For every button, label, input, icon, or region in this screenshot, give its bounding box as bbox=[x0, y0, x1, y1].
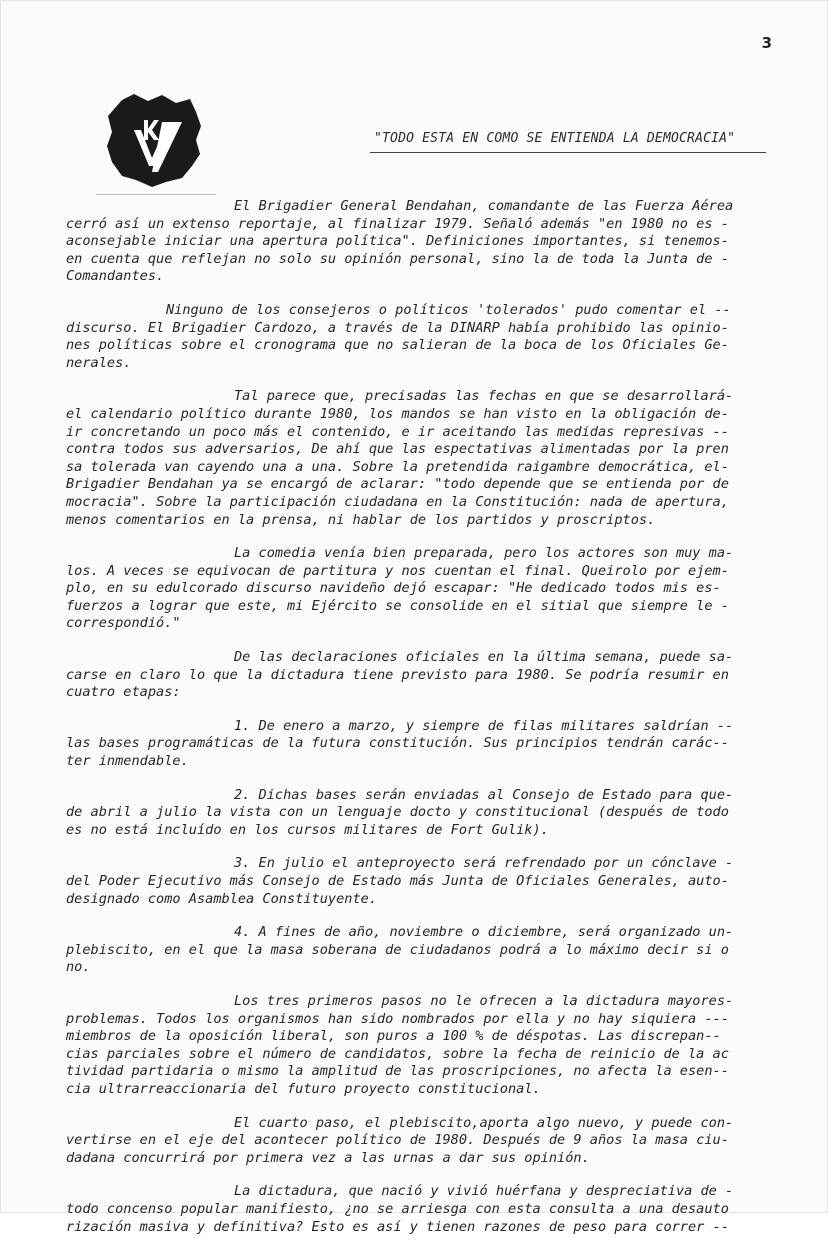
logo-divider bbox=[96, 194, 216, 195]
text-line: en cuenta que reflejan no solo su opinión personal, sino la de toda la Junta de - bbox=[66, 250, 729, 267]
text-line: correspondió." bbox=[66, 615, 181, 632]
text-line: Ninguno de los consejeros o políticos 'tolerados' pudo comentar el -- bbox=[166, 301, 731, 318]
text-line: 2. Dichas bases serán enviadas al Consejo de Estado para que- bbox=[234, 786, 734, 803]
text-line: dadana concurrirá por primera vez a las urnas a dar sus opinión. bbox=[66, 1149, 590, 1166]
text-line: tividad partidaria o mismo la amplitud de las proscripciones, no afecta la esen-- bbox=[66, 1063, 729, 1080]
text-line: el calendario político durante 1980, los mandos se han visto en la obligación de- bbox=[66, 405, 729, 422]
paragraph bbox=[66, 1183, 766, 1236]
paragraph bbox=[66, 302, 766, 372]
text-line: Comandantes. bbox=[66, 268, 165, 285]
text-line: todo concenso popular manifiesto, ¿no se arriesga con esta consulta a una desauto bbox=[66, 1200, 729, 1217]
text-line: es no está incluído en los cursos militares de Fort Gulik). bbox=[66, 821, 549, 838]
text-line: contra todos sus adversarios, De ahí que las espectativas alimentadas por la pren bbox=[66, 441, 729, 458]
text-line: ter inmendable. bbox=[66, 753, 189, 770]
article-heading: "TODO ESTA EN COMO SE ENTIENDA LA DEMOCRACIA" bbox=[374, 131, 736, 146]
text-line: problemas. Todos los organismos han sido nombrados por ella y no hay siquiera --- bbox=[66, 1010, 729, 1027]
text-line: 3. En julio el anteproyecto será refrendado por un cónclave - bbox=[234, 855, 734, 872]
text-line: miembros de la oposición liberal, son puros a 100 % de déspotas. Las discrepan-- bbox=[66, 1028, 721, 1045]
kv-emblem-icon bbox=[104, 92, 204, 188]
text-line: no. bbox=[66, 959, 91, 976]
text-line: 1. De enero a marzo, y siempre de filas militares saldrían -- bbox=[234, 717, 734, 734]
text-line: las bases programáticas de la futura constitución. Sus principios tendrán carác-- bbox=[66, 735, 729, 752]
text-line: vertirse en el eje del acontecer político de 1980. Después de 9 años la masa ciu- bbox=[66, 1132, 729, 1149]
paragraph bbox=[66, 787, 766, 840]
article-body bbox=[66, 198, 766, 1252]
text-line: los. A veces se equivocan de partitura y nos cuentan el final. Queirolo por ejem- bbox=[66, 562, 729, 579]
text-line: mocracia". Sobre la participación ciudadana en la Constitución: nada de apertura, bbox=[66, 493, 729, 510]
text-line: Brigadier Bendahan ya se encargó de aclarar: "todo depende que se entienda por de bbox=[66, 476, 729, 493]
text-line: cia ultrarreaccionaria del futuro proyecto constitucional. bbox=[66, 1080, 541, 1097]
text-line: Los tres primeros pasos no le ofrecen a la dictadura mayores- bbox=[234, 992, 734, 1009]
heading-underline bbox=[370, 152, 766, 153]
page-number: 3 bbox=[761, 34, 772, 52]
text-line: fuerzos a lograr que este, mi Ejército se consolide en el sitial que siempre le - bbox=[66, 597, 729, 614]
paragraph bbox=[66, 993, 766, 1099]
paragraph bbox=[66, 1115, 766, 1168]
text-line: cerró así un extenso reportaje, al finalizar 1979. Señaló además "en 1980 no es - bbox=[66, 215, 729, 232]
text-line: La dictadura, que nació y vivió huérfana y despreciativa de - bbox=[234, 1183, 734, 1200]
text-line: nerales. bbox=[66, 354, 132, 371]
text-line: El cuarto paso, el plebiscito,aporta algo nuevo, y puede con- bbox=[234, 1114, 734, 1131]
paragraph bbox=[66, 924, 766, 977]
text-line: rización masiva y definitiva? Esto es así y tienen razones de peso para correr -- bbox=[66, 1218, 729, 1235]
text-line: del Poder Ejecutivo más Consejo de Estado más Junta de Oficiales Generales, auto- bbox=[66, 873, 729, 889]
text-line: ir concretando un poco más el contenido, e ir aceitando las medidas represivas -- bbox=[66, 423, 729, 440]
paragraph bbox=[66, 718, 766, 771]
paragraph bbox=[66, 649, 766, 702]
text-line: carse en claro lo que la dictadura tiene previsto para 1980. Se podría resumir en bbox=[66, 666, 729, 683]
text-line: discurso. El Brigadier Cardozo, a través de la DINARP había prohibido las opinio- bbox=[66, 319, 729, 336]
paragraph bbox=[66, 855, 766, 908]
text-line: cias parciales sobre el número de candidatos, sobre la fecha de reinicio de la ac bbox=[66, 1045, 729, 1062]
text-line: La comedia venía bien preparada, pero los actores son muy ma- bbox=[234, 545, 734, 562]
text-line: De las declaraciones oficiales en la última semana, puede sa- bbox=[234, 649, 734, 666]
paragraph bbox=[66, 388, 766, 529]
text-line: El Brigadier General Bendahan, comandante de las Fuerza Aérea bbox=[234, 198, 734, 214]
text-line: plo, en su edulcorado discurso navideño dejó escapar: "He dedicado todos mis es- bbox=[66, 580, 721, 597]
paragraph bbox=[66, 198, 766, 286]
text-line: nes políticas sobre el cronograma que no salieran de la boca de los Oficiales Ge- bbox=[66, 337, 729, 354]
text-line: aconsejable iniciar una apertura política". Definiciones importantes, si tenemos- bbox=[66, 233, 729, 250]
text-line: cuatro etapas: bbox=[66, 684, 181, 701]
text-line: menos comentarios en la prensa, ni hablar de los partidos y proscriptos. bbox=[66, 511, 656, 528]
text-line: sa tolerada van cayendo una a una. Sobre la pretendida raigambre democrática, el- bbox=[66, 458, 729, 475]
text-line: designado como Asamblea Constituyente. bbox=[66, 890, 377, 907]
text-line: Tal parece que, precisadas las fechas en que se desarrollará- bbox=[234, 388, 734, 405]
text-line: plebiscito, en el que la masa soberana de ciudadanos podrá a lo máximo decir si o bbox=[66, 941, 729, 958]
paragraph bbox=[66, 545, 766, 633]
text-line: de abril a julio la vista con un lenguaje docto y constitucional (después de todo bbox=[66, 804, 729, 821]
text-line: 4. A fines de año, noviembre o diciembre, será organizado un- bbox=[234, 924, 734, 941]
